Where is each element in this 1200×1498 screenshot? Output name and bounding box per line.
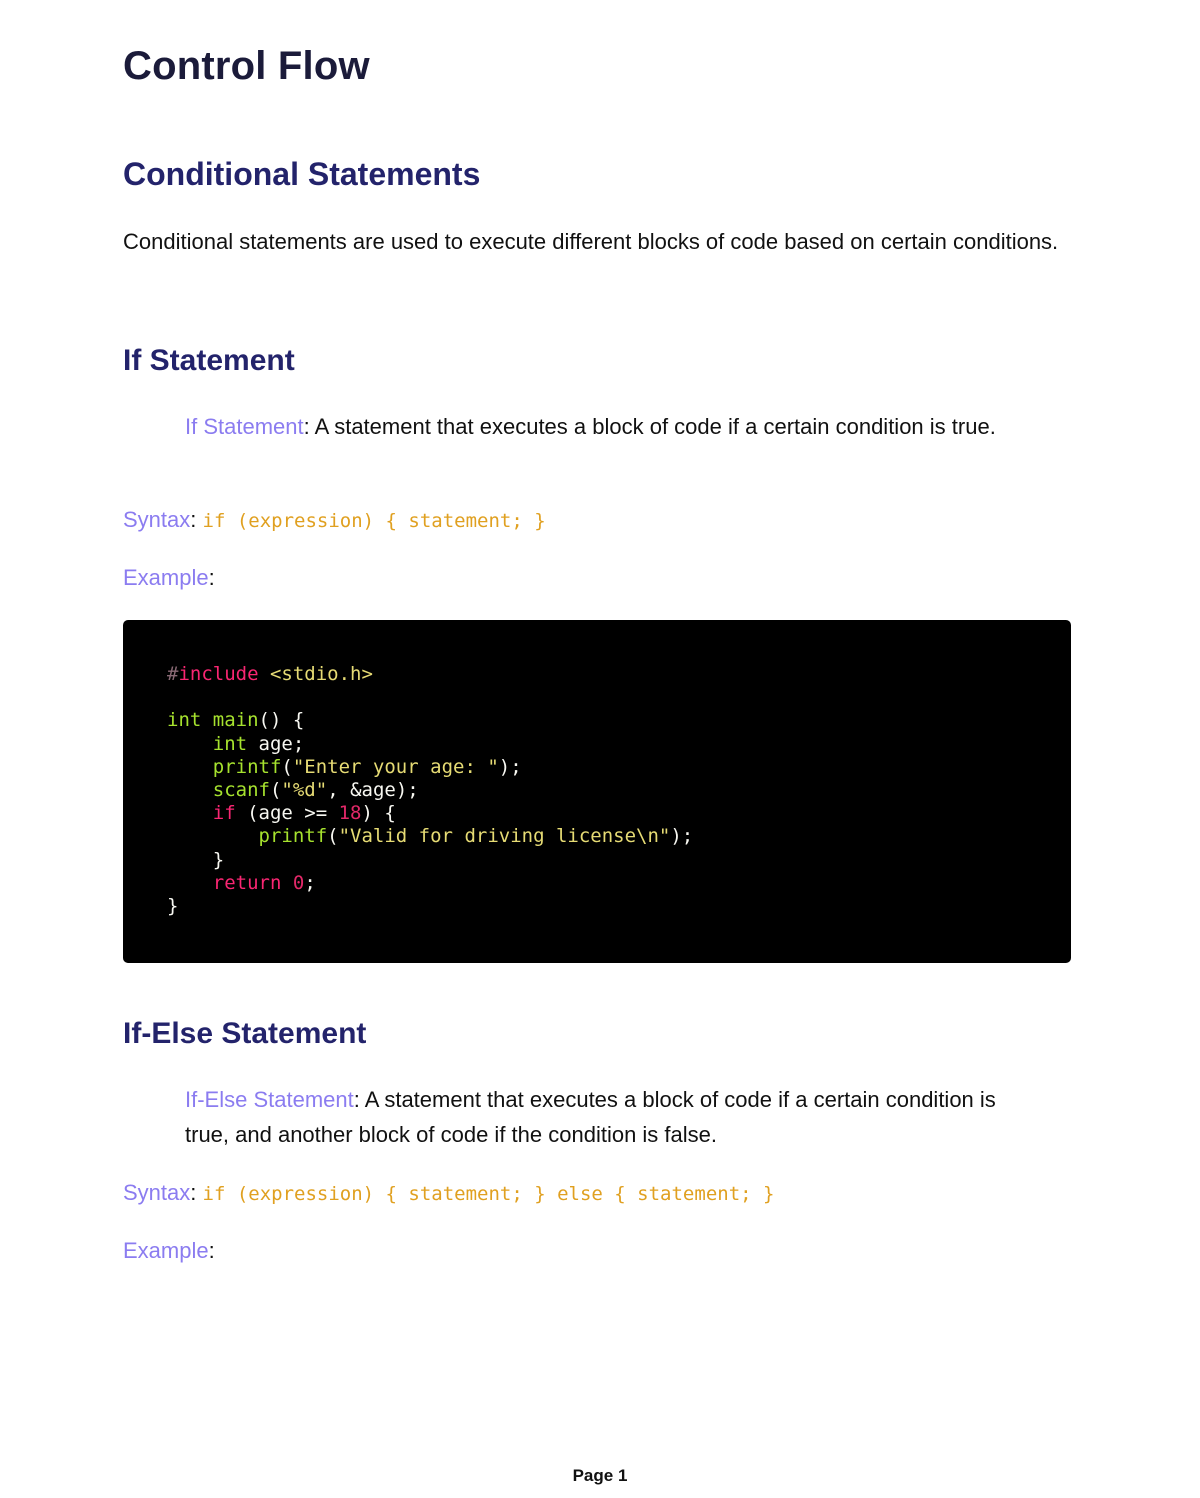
section-heading: Conditional Statements: [123, 156, 481, 192]
if-else-statement-term: If-Else Statement: [185, 1087, 354, 1112]
if-example-code-block: [123, 620, 1071, 963]
code-listing: #include <stdio.h> int main() { int age; printf("Enter your age: "); scanf("%d", &age); if (age >= 18) { printf("Valid for driving license\n"); } return 0; }: [167, 663, 694, 918]
if-syntax-line: Syntax: if (expression) { statement; }: [123, 507, 546, 532]
if-syntax-label: Syntax: [123, 507, 191, 532]
if-example-line: Example:: [123, 565, 215, 590]
page-title: Control Flow: [123, 44, 370, 88]
if-else-syntax-code: if (expression) { statement; } else { statement; }: [202, 1183, 775, 1205]
if-else-syntax-line: Syntax: if (expression) { statement; } else { statement; }: [123, 1180, 775, 1205]
if-else-example-label: Example: [123, 1238, 209, 1263]
if-statement-definition: If Statement: A statement that executes a block of code if a certain condition is true.: [185, 414, 996, 439]
if-else-statement-definition: If-Else Statement: A statement that executes a block of code if a certain condition is true, and another block of code if the condition is false.: [185, 1087, 996, 1147]
page-number: Page 1: [572, 1466, 628, 1485]
if-else-statement-heading: If-Else Statement: [123, 1017, 367, 1050]
if-else-syntax-label: Syntax: [123, 1180, 191, 1205]
if-example-label: Example: [123, 565, 209, 590]
if-statement-term: If Statement: [185, 414, 304, 439]
section-intro: Conditional statements are used to execute different blocks of code based on certain conditions.: [123, 229, 1059, 254]
if-statement-definition-text: A statement that executes a block of code if a certain condition is true.: [314, 414, 996, 439]
if-else-statement-definition-text: A statement that executes a block of code if a certain condition is true, and another block of code if the condition is false.: [185, 1087, 996, 1147]
if-statement-heading: If Statement: [123, 344, 295, 377]
if-syntax-code: if (expression) { statement; }: [202, 510, 546, 532]
if-else-example-line: Example:: [123, 1238, 215, 1263]
